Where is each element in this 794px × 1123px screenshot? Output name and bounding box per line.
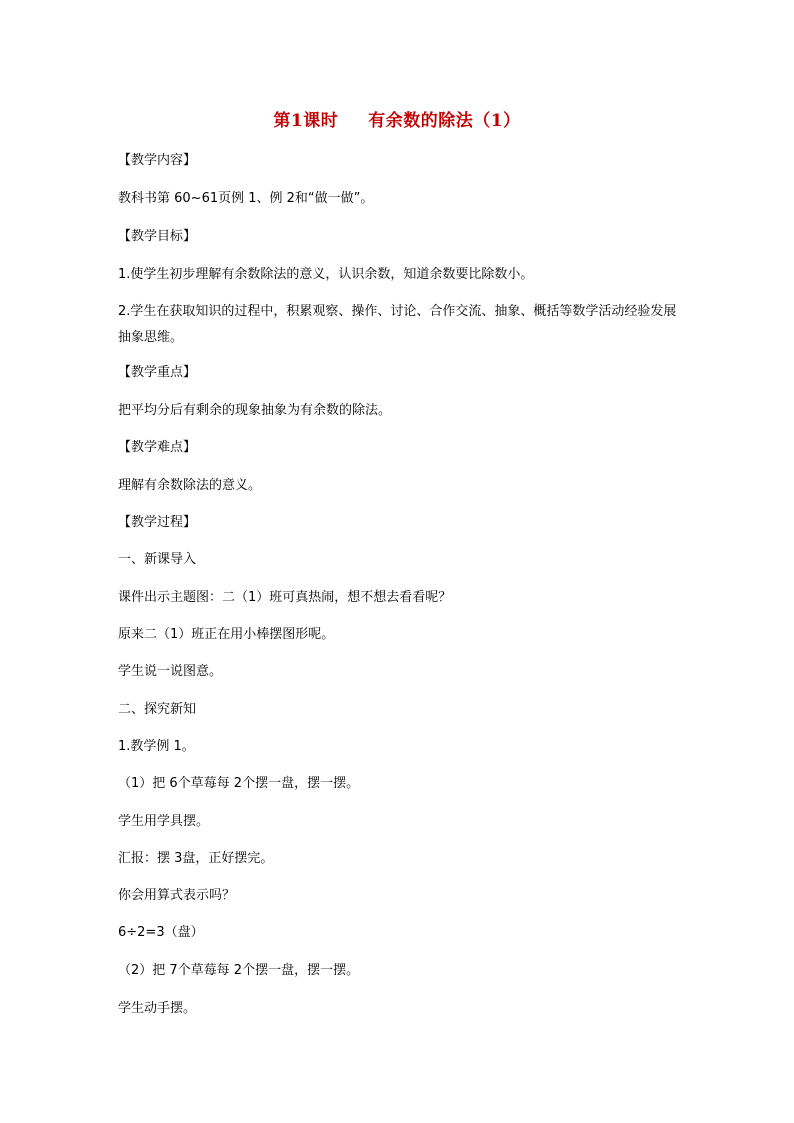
heading-content: 【教学内容】: [118, 153, 197, 168]
example-1-step-1: （1）把 6个草莓每 2个摆一盘，摆一摆。: [118, 776, 360, 791]
process-line-7: 学生动手摆。: [118, 1001, 197, 1016]
objective-2: 2.学生在获取知识的过程中，积累观察、操作、讨论、合作交流、抽象、概括等数学活动经验发展抽象思维。: [118, 304, 677, 345]
example-1-heading: 1.教学例 1。: [118, 739, 195, 754]
heading-key-points: 【教学重点】: [118, 365, 197, 380]
process-line-4: 学生用学具摆。: [118, 814, 210, 829]
lesson-name: 有余数的除法（1）: [368, 111, 521, 131]
process-line-3: 学生说一说图意。: [118, 664, 223, 679]
section-explore: 二、探究新知: [118, 702, 197, 717]
heading-process: 【教学过程】: [118, 515, 197, 530]
difficulties-text: 理解有余数除法的意义。: [118, 478, 262, 493]
heading-objectives: 【教学目标】: [118, 229, 197, 244]
equation: 6÷2=3（盘）: [118, 925, 204, 940]
content-text: 教科书第 60~61页例 1、例 2和“做一做”。: [118, 191, 374, 206]
process-line-1: 课件出示主题图：二（1）班可真热闹，想不想去看看呢？: [118, 590, 452, 605]
lesson-number: 第1课时: [273, 111, 339, 131]
key-points-text: 把平均分后有剩余的现象抽象为有余数的除法。: [118, 403, 392, 418]
heading-difficulties: 【教学难点】: [118, 440, 197, 455]
lesson-title: [0, 106, 794, 131]
objective-1: 1.使学生初步理解有余数除法的意义，认识余数，知道余数要比除数小。: [118, 267, 534, 282]
process-line-2: 原来二（1）班正在用小棒摆图形呢。: [118, 627, 335, 642]
process-line-6: 你会用算式表示吗？: [118, 888, 236, 903]
section-intro: 一、新课导入: [118, 552, 197, 567]
process-line-5: 汇报：摆 3盘，正好摆完。: [118, 851, 274, 866]
example-1-step-2: （2）把 7个草莓每 2个摆一盘，摆一摆。: [118, 963, 360, 978]
